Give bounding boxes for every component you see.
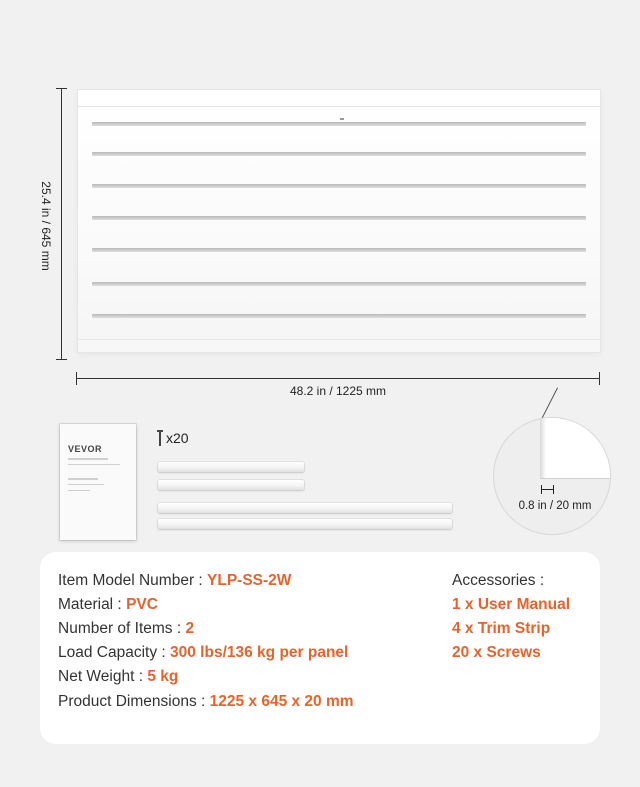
spec-value: PVC (126, 596, 158, 613)
manual-text-line (68, 464, 120, 465)
trim-strip-image (158, 462, 304, 472)
thickness-cap-left (541, 485, 542, 494)
panel-slot (92, 314, 586, 318)
trim-strip-image (158, 519, 452, 529)
spec-value: 300 lbs/136 kg per panel (170, 644, 349, 661)
spec-card (40, 552, 600, 744)
panel-slot (92, 248, 586, 252)
manual-text-line (68, 490, 90, 491)
screw-shaft (159, 432, 161, 446)
height-dimension-label: 25.4 in / 645 mm (39, 181, 53, 271)
panel-slot (92, 152, 586, 156)
spec-value: YLP-SS-2W (207, 572, 292, 589)
accessory-item-user-manual: 1 x User Manual (452, 596, 571, 613)
spec-label: Load Capacity : (58, 644, 171, 661)
width-dimension-line (76, 378, 600, 379)
spec-load-capacity (58, 644, 348, 662)
slatwall-panel-image (78, 90, 600, 352)
accessory-item-screws: 20 x Screws (452, 644, 541, 661)
thickness-cap-right (553, 485, 554, 494)
spec-value: 2 (185, 620, 195, 637)
panel-top-rail (78, 90, 600, 107)
manual-text-line (68, 458, 108, 460)
spec-value: 1225 x 645 x 20 mm (209, 693, 354, 710)
screw-count-label: x20 (166, 430, 189, 446)
trim-strip-image (158, 503, 452, 513)
spec-label: Item Model Number : (58, 572, 208, 589)
spec-number-of-items (58, 620, 194, 638)
panel-slot (92, 216, 586, 220)
height-dimension-cap-bottom (56, 359, 67, 360)
height-dimension-line (61, 88, 62, 360)
panel-center-mark (340, 118, 344, 120)
accessory-item-trim-strip: 4 x Trim Strip (452, 620, 551, 637)
thickness-label: 0.8 in / 20 mm (518, 500, 592, 512)
spec-label: Material : (58, 596, 127, 613)
panel-slot (92, 282, 586, 286)
spec-material (58, 596, 158, 614)
thickness-dimension-line (541, 489, 553, 490)
manual-text-line (68, 484, 104, 485)
manual-brand-logo: VEVOR (68, 444, 103, 454)
height-dimension-cap-top (56, 88, 67, 89)
spec-net-weight (58, 668, 178, 686)
spec-label: Number of Items : (58, 620, 186, 637)
manual-text-line (68, 478, 98, 480)
spec-product-dimensions (58, 693, 354, 711)
spec-value: 5 kg (147, 668, 179, 685)
panel-slot (92, 184, 586, 188)
spec-label: Net Weight : (58, 668, 148, 685)
panel-bottom-rail (78, 339, 600, 352)
width-dimension-label: 48.2 in / 1225 mm (289, 384, 387, 398)
user-manual-image (60, 424, 136, 540)
panel-slot (92, 122, 586, 126)
spec-model-number (58, 572, 291, 590)
accessories-title: Accessories : (452, 572, 545, 589)
zoom-edge-shadow (540, 418, 546, 478)
spec-label: Product Dimensions : (58, 693, 210, 710)
thickness-zoom-circle (494, 418, 610, 534)
zoom-panel-edge (540, 418, 610, 479)
trim-strip-image (158, 480, 304, 490)
